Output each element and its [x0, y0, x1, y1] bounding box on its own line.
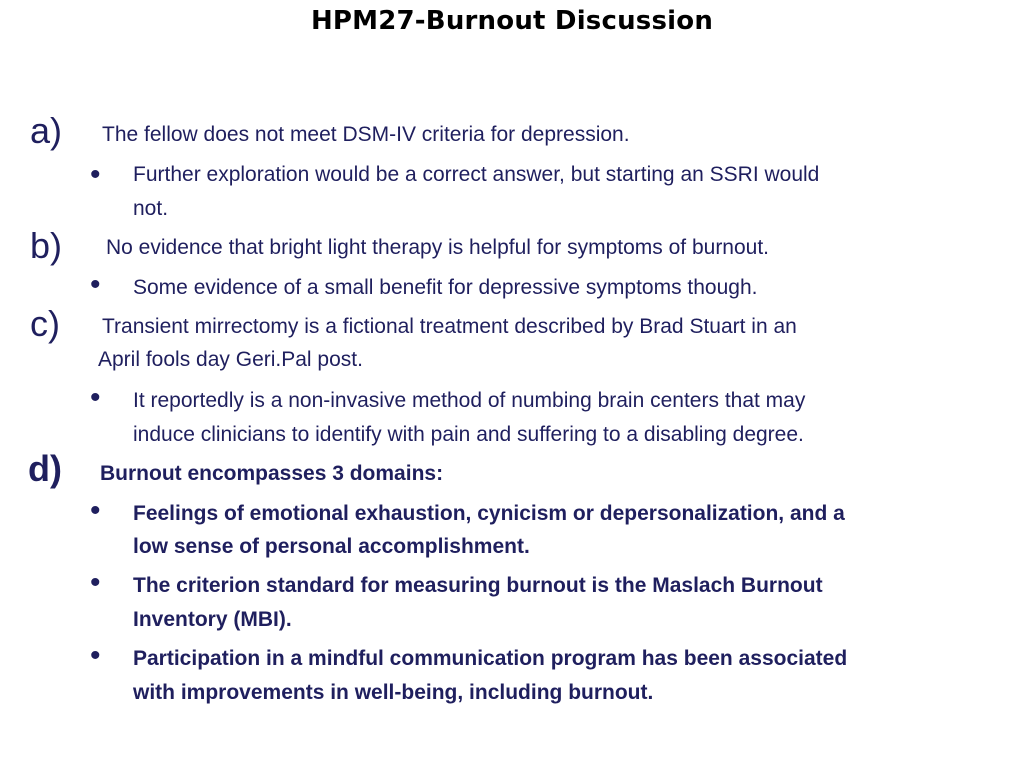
item-b-marker: b) — [30, 225, 63, 266]
bullet-icon: • — [90, 566, 101, 599]
item-a-marker: a) — [30, 110, 63, 151]
bullet-icon: • — [90, 158, 101, 191]
item-c-sub-line-2: induce clinicians to identify with pain and suffering to a disabling degree. — [133, 423, 804, 446]
item-c-marker: c) — [30, 303, 60, 344]
item-d-sub2-line-1: The criterion standard for measuring burnout is the Maslach Burnout — [133, 574, 823, 597]
item-c-text-line-1: Transient mirrectomy is a fictional treatment described by Brad Stuart in an — [102, 315, 797, 338]
bullet-icon: • — [90, 494, 101, 527]
item-d-marker: d) — [28, 448, 62, 489]
item-a-text: The fellow does not meet DSM-IV criteria for depression. — [102, 123, 630, 146]
bullet-icon: • — [90, 268, 101, 301]
item-a-sub-line-2: not. — [133, 197, 169, 220]
item-c-text-line-2: April fools day Geri.Pal post. — [98, 348, 363, 371]
bullet-icon: • — [90, 639, 101, 672]
item-b-sub-line-1: Some evidence of a small benefit for depressive symptoms though. — [133, 276, 758, 299]
item-d-sub2-line-2: Inventory (MBI). — [133, 608, 292, 631]
item-c-sub-line-1: It reportedly is a non-invasive method of numbing brain centers that may — [133, 389, 806, 412]
item-b-text: No evidence that bright light therapy is helpful for symptoms of burnout. — [106, 236, 770, 259]
item-d-sub1-line-1: Feelings of emotional exhaustion, cynicism or depersonalization, and a — [133, 502, 845, 525]
item-d-sub3-line-1: Participation in a mindful communication program has been associated — [133, 647, 848, 670]
bullet-icon: • — [90, 381, 101, 414]
item-a-sub-line-1: Further exploration would be a correct answer, but starting an SSRI would — [133, 163, 820, 186]
item-d-text: Burnout encompasses 3 domains: — [100, 462, 444, 485]
item-d-sub1-line-2: low sense of personal accomplishment. — [133, 535, 530, 558]
page-title: HPM27-Burnout Discussion — [310, 6, 714, 36]
item-d-sub3-line-2: with improvements in well-being, including burnout. — [133, 681, 654, 704]
